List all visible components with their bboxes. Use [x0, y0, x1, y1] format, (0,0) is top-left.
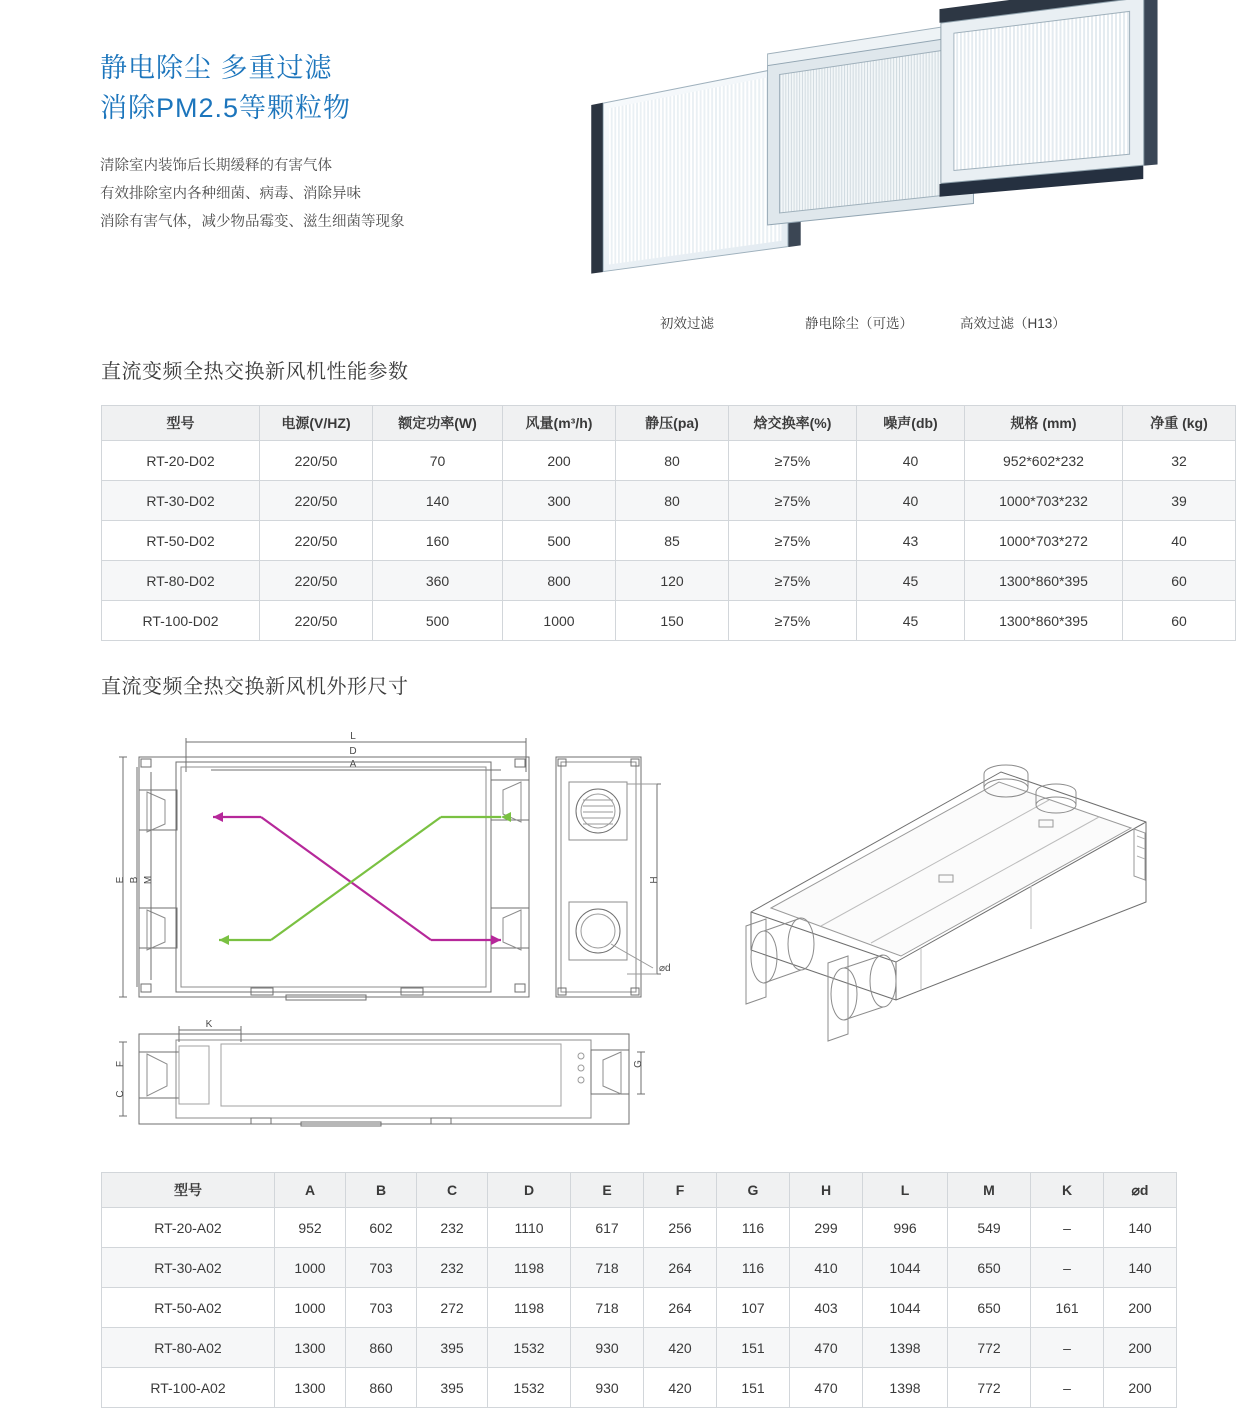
dim-cell: 1044 [863, 1288, 948, 1328]
performance-table [101, 405, 1236, 641]
dim-header-cell: B [346, 1173, 417, 1208]
dim-cell: 860 [346, 1368, 417, 1408]
filter-caption-primary: 初效过滤 [660, 316, 714, 331]
dim-cell: 116 [717, 1248, 790, 1288]
dim-cell: 617 [571, 1208, 644, 1248]
dim-cell: 703 [346, 1248, 417, 1288]
perf-cell: 60 [1123, 601, 1236, 641]
primary-filter-frame-left [591, 103, 603, 274]
perf-cell: 40 [857, 481, 965, 521]
dim-cell: 1300 [275, 1368, 346, 1408]
dim-cell: 1198 [488, 1288, 571, 1328]
perf-cell: 200 [503, 441, 616, 481]
dim-cell: 200 [1104, 1288, 1177, 1328]
perf-cell: 39 [1123, 481, 1236, 521]
perf-cell: 1000*703*272 [965, 521, 1123, 561]
dim-cell: 272 [417, 1288, 488, 1328]
hero-title-line1: 静电除尘 多重过滤 [100, 53, 333, 83]
dim-cell: 299 [790, 1208, 863, 1248]
front-view-drawing [115, 1019, 645, 1126]
dimension-table-header-row [102, 1173, 1177, 1208]
dim-header-cell: L [863, 1173, 948, 1208]
svg-text:A: A [349, 759, 357, 770]
hero-sub-line2: 有效排除室内各种细菌、病毒、消除异味 [100, 186, 361, 202]
hepa-filter-pleats [953, 11, 1130, 171]
dim-cell: 650 [948, 1288, 1031, 1328]
svg-text:⌀d: ⌀d [659, 963, 671, 974]
dim-cell: RT-30-A02 [102, 1248, 275, 1288]
dim-header-cell: G [717, 1173, 790, 1208]
table-row [102, 521, 1236, 561]
dim-cell: 151 [717, 1328, 790, 1368]
dim-cell: 151 [717, 1368, 790, 1408]
dim-cell: 395 [417, 1368, 488, 1408]
perf-cell: 40 [857, 441, 965, 481]
dim-cell: 996 [863, 1208, 948, 1248]
perf-cell: ≥75% [729, 601, 857, 641]
dim-cell: 703 [346, 1288, 417, 1328]
perf-cell: 220/50 [260, 481, 373, 521]
dim-cell: 200 [1104, 1368, 1177, 1408]
dim-header-cell: C [417, 1173, 488, 1208]
dim-cell: 1398 [863, 1328, 948, 1368]
hepa-filter-panel [940, 0, 1144, 184]
svg-text:B: B [129, 876, 140, 884]
dim-cell: 470 [790, 1328, 863, 1368]
dim-cell: 772 [948, 1328, 1031, 1368]
dim-cell: – [1031, 1248, 1104, 1288]
perf-cell: 800 [503, 561, 616, 601]
perf-cell: 45 [857, 561, 965, 601]
table-row [102, 1288, 1177, 1328]
svg-text:D: D [349, 746, 357, 757]
dim-header-cell: ⌀d [1104, 1173, 1177, 1208]
dim-cell: 1044 [863, 1248, 948, 1288]
dim-cell: 116 [717, 1208, 790, 1248]
dim-cell: 860 [346, 1328, 417, 1368]
dim-cell: 107 [717, 1288, 790, 1328]
table-row [102, 1248, 1177, 1288]
dim-header-cell: F [644, 1173, 717, 1208]
filter-caption-electrostatic: 静电除尘（可选） [805, 316, 913, 331]
perf-cell: 500 [503, 521, 616, 561]
perf-cell: 150 [616, 601, 729, 641]
perf-cell: 40 [1123, 521, 1236, 561]
dim-cell: 718 [571, 1248, 644, 1288]
svg-text:M: M [143, 875, 154, 885]
perf-cell: RT-100-D02 [102, 601, 260, 641]
electrostatic-filter-mesh [779, 47, 961, 213]
perf-cell: 952*602*232 [965, 441, 1123, 481]
perf-cell: 360 [373, 561, 503, 601]
primary-filter-pleats [609, 75, 781, 265]
dim-cell: 256 [644, 1208, 717, 1248]
dim-cell: 952 [275, 1208, 346, 1248]
dim-cell: 549 [948, 1208, 1031, 1248]
primary-filter-panel [603, 66, 789, 272]
table-row [102, 441, 1236, 481]
dim-header-cell: D [488, 1173, 571, 1208]
dim-cell: 1110 [488, 1208, 571, 1248]
svg-text:L: L [350, 731, 356, 742]
perf-cell: RT-50-D02 [102, 521, 260, 561]
hero-subtitle [100, 152, 570, 236]
perf-header-cell: 噪声(db) [857, 406, 965, 441]
dim-cell: 232 [417, 1248, 488, 1288]
table-row [102, 601, 1236, 641]
table-row [102, 1368, 1177, 1408]
dim-cell: 264 [644, 1248, 717, 1288]
perf-cell: 1300*860*395 [965, 561, 1123, 601]
perf-cell: RT-20-D02 [102, 441, 260, 481]
perf-cell: 120 [616, 561, 729, 601]
perf-cell: 43 [857, 521, 965, 561]
dim-cell: 772 [948, 1368, 1031, 1408]
isometric-view-drawing [746, 765, 1146, 1041]
hero-title [100, 48, 570, 128]
dim-cell: 1532 [488, 1328, 571, 1368]
hero-banner [0, 0, 1250, 345]
performance-section-title: 直流变频全热交换新风机性能参数 [101, 361, 409, 383]
dim-cell: RT-100-A02 [102, 1368, 275, 1408]
dimension-table [101, 1172, 1177, 1408]
perf-cell: 32 [1123, 441, 1236, 481]
perf-cell: 1000 [503, 601, 616, 641]
dim-cell: 395 [417, 1328, 488, 1368]
dim-header-cell: M [948, 1173, 1031, 1208]
perf-cell: ≥75% [729, 481, 857, 521]
perf-header-cell: 焓交换率(%) [729, 406, 857, 441]
side-view-drawing [556, 757, 671, 997]
perf-header-cell: 电源(V/HZ) [260, 406, 373, 441]
dim-cell: RT-80-A02 [102, 1328, 275, 1368]
dim-header-cell: E [571, 1173, 644, 1208]
perf-cell: 70 [373, 441, 503, 481]
table-row [102, 561, 1236, 601]
perf-header-cell: 型号 [102, 406, 260, 441]
dim-cell: 200 [1104, 1328, 1177, 1368]
dim-cell: 403 [790, 1288, 863, 1328]
dim-header-cell: H [790, 1173, 863, 1208]
hepa-filter-side-edge [1144, 0, 1157, 166]
table-row [102, 481, 1236, 521]
top-view-drawing [115, 731, 529, 1000]
dim-cell: 140 [1104, 1248, 1177, 1288]
perf-cell: RT-80-D02 [102, 561, 260, 601]
dim-header-cell: A [275, 1173, 346, 1208]
dim-cell: 930 [571, 1368, 644, 1408]
perf-cell: 500 [373, 601, 503, 641]
perf-header-cell: 额定功率(W) [373, 406, 503, 441]
perf-cell: 160 [373, 521, 503, 561]
dim-cell: 930 [571, 1328, 644, 1368]
dim-cell: 264 [644, 1288, 717, 1328]
dim-cell: – [1031, 1368, 1104, 1408]
perf-cell: 220/50 [260, 521, 373, 561]
dim-cell: 420 [644, 1368, 717, 1408]
dim-cell: 1000 [275, 1248, 346, 1288]
perf-cell: ≥75% [729, 561, 857, 601]
hero-sub-line3: 消除有害气体，减少物品霉变、滋生细菌等现象 [100, 214, 405, 230]
perf-header-cell: 净重 (kg) [1123, 406, 1236, 441]
svg-text:C: C [115, 1090, 126, 1098]
table-row [102, 1328, 1177, 1368]
svg-text:K: K [205, 1019, 213, 1030]
dim-cell: 718 [571, 1288, 644, 1328]
dim-cell: 1198 [488, 1248, 571, 1288]
perf-cell: 220/50 [260, 601, 373, 641]
dim-cell: 1000 [275, 1288, 346, 1328]
dim-cell: 470 [790, 1368, 863, 1408]
perf-cell: 220/50 [260, 441, 373, 481]
dim-cell: 1300 [275, 1328, 346, 1368]
filter-caption-hepa: 高效过滤（H13） [960, 316, 1066, 331]
perf-header-cell: 静压(pa) [616, 406, 729, 441]
dim-cell: 1398 [863, 1368, 948, 1408]
performance-table-header-row [102, 406, 1236, 441]
dim-cell: 410 [790, 1248, 863, 1288]
dim-cell: – [1031, 1208, 1104, 1248]
dim-header-cell: K [1031, 1173, 1104, 1208]
dim-cell: 232 [417, 1208, 488, 1248]
dim-cell: 140 [1104, 1208, 1177, 1248]
perf-cell: 60 [1123, 561, 1236, 601]
perf-cell: 85 [616, 521, 729, 561]
dim-cell: 420 [644, 1328, 717, 1368]
perf-cell: RT-30-D02 [102, 481, 260, 521]
perf-cell: 80 [616, 441, 729, 481]
hero-text-block [100, 48, 570, 236]
table-row [102, 1208, 1177, 1248]
perf-cell: 80 [616, 481, 729, 521]
perf-cell: 1300*860*395 [965, 601, 1123, 641]
perf-cell: ≥75% [729, 441, 857, 481]
dim-cell: RT-20-A02 [102, 1208, 275, 1248]
dim-cell: 650 [948, 1248, 1031, 1288]
dimension-section-title: 直流变频全热交换新风机外形尺寸 [101, 676, 409, 698]
perf-header-cell: 风量(m³/h) [503, 406, 616, 441]
dimension-drawings [101, 712, 1151, 1152]
perf-cell: 45 [857, 601, 965, 641]
svg-text:E: E [115, 876, 126, 884]
perf-cell: 140 [373, 481, 503, 521]
perf-cell: ≥75% [729, 521, 857, 561]
dim-cell: 161 [1031, 1288, 1104, 1328]
filter-panels-illustration [575, 0, 1215, 340]
hero-title-line2: 消除PM2.5等颗粒物 [100, 93, 352, 123]
dim-cell: 1532 [488, 1368, 571, 1408]
perf-header-cell: 规格 (mm) [965, 406, 1123, 441]
dim-cell: 602 [346, 1208, 417, 1248]
hero-sub-line1: 清除室内装饰后长期缓释的有害气体 [100, 158, 332, 174]
perf-cell: 1000*703*232 [965, 481, 1123, 521]
dim-cell: – [1031, 1328, 1104, 1368]
dim-header-cell: 型号 [102, 1173, 275, 1208]
svg-text:G: G [633, 1060, 644, 1068]
dim-cell: RT-50-A02 [102, 1288, 275, 1328]
dimension-drawing-svg [101, 712, 1151, 1152]
perf-cell: 220/50 [260, 561, 373, 601]
svg-text:H: H [649, 876, 660, 884]
svg-text:F: F [115, 1060, 126, 1068]
perf-cell: 300 [503, 481, 616, 521]
